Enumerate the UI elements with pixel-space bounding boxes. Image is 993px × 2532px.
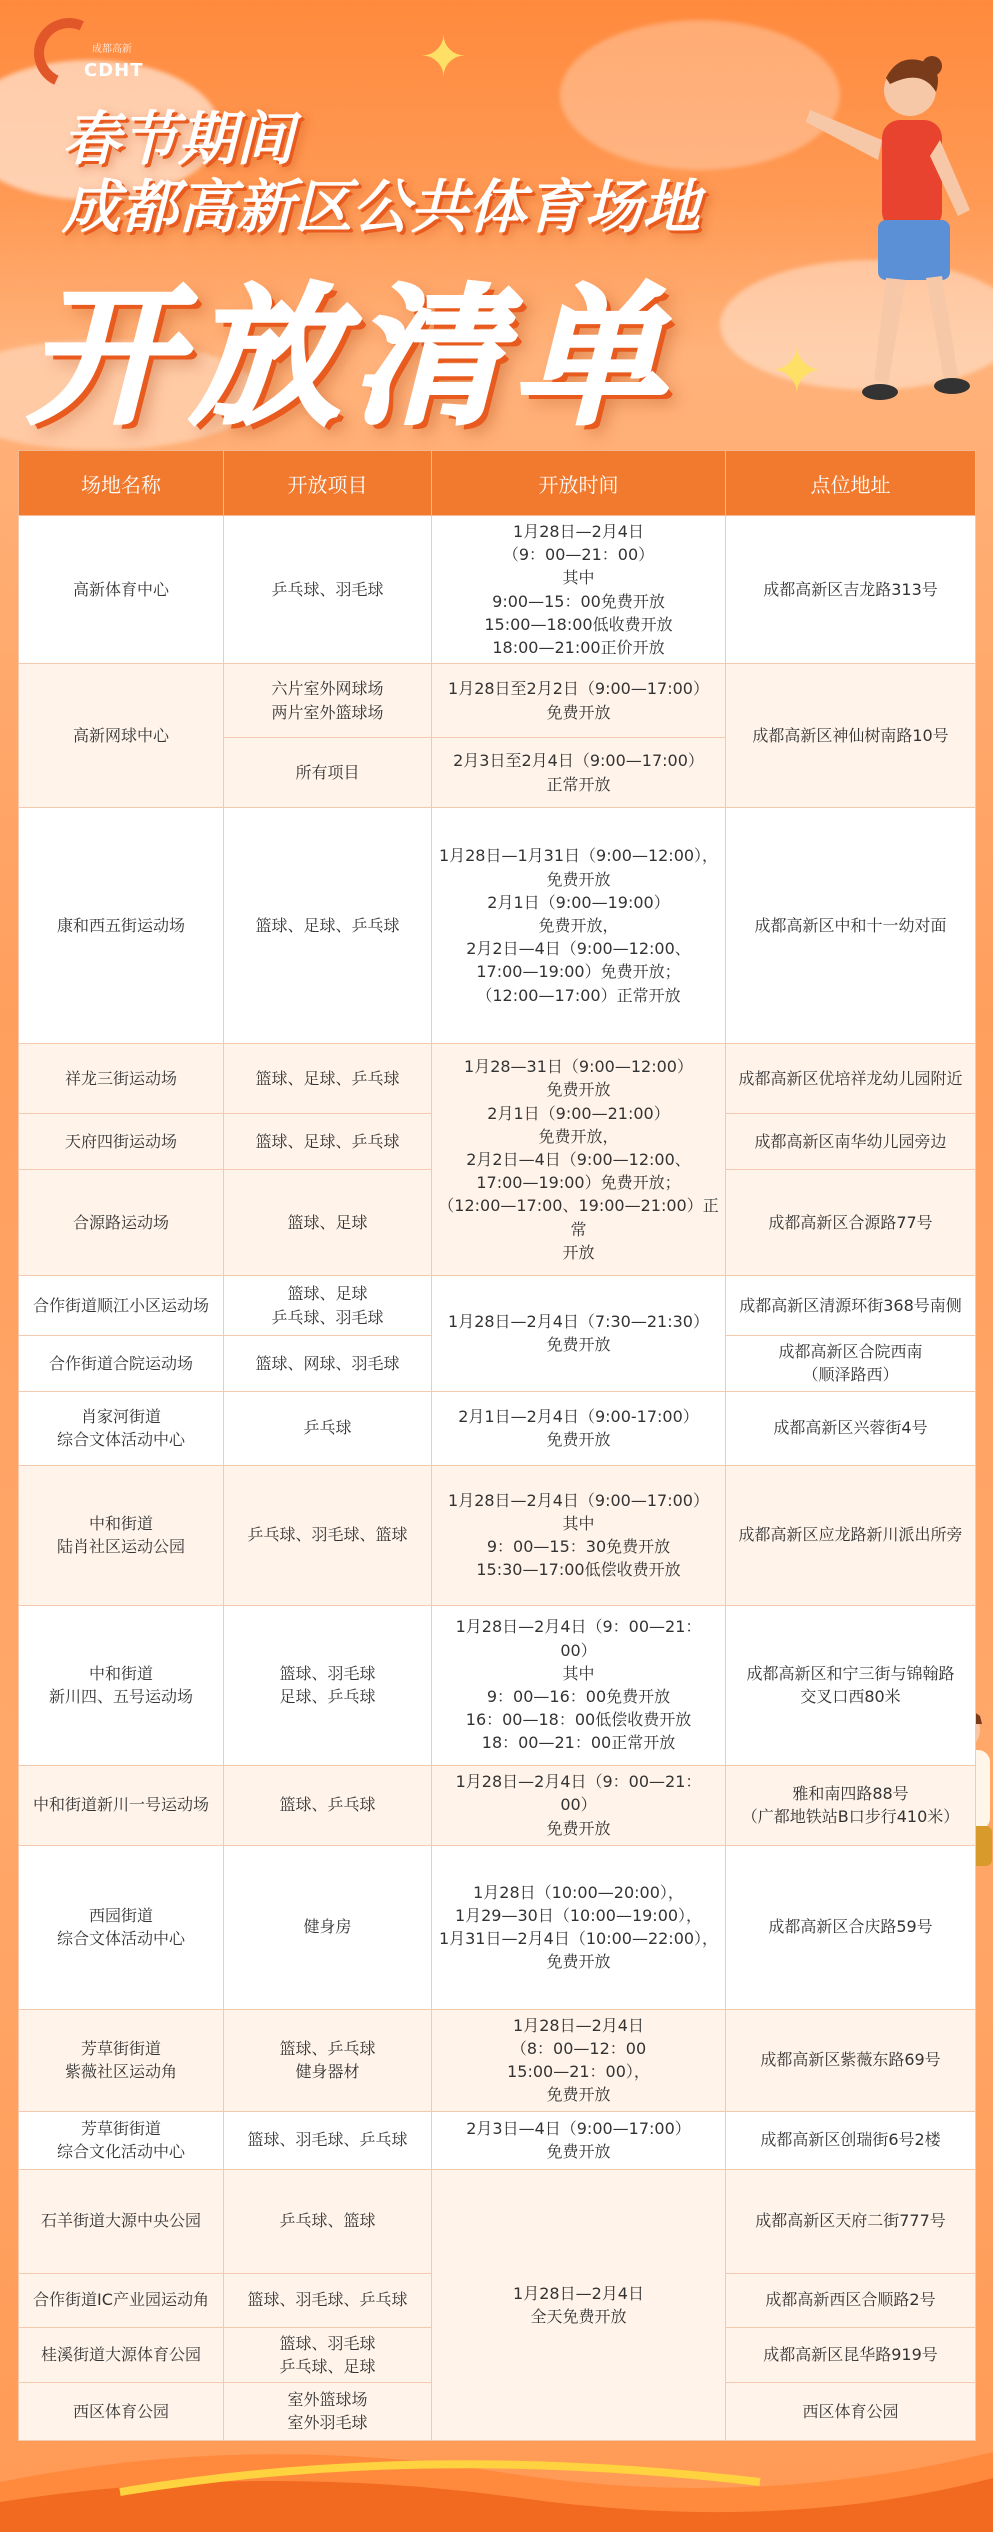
address-cell: 成都高新区神仙树南路10号	[726, 664, 976, 808]
venue-name-cell: 中和街道 新川四、五号运动场	[19, 1605, 224, 1765]
items-cell: 篮球、羽毛球、乒乓球	[224, 2111, 432, 2169]
venue-name-cell: 高新体育中心	[19, 516, 224, 664]
time-cell: 1月28日—2月4日（7:30—21:30） 免费开放	[432, 1276, 726, 1391]
table-row	[19, 516, 976, 664]
items-cell: 乒乓球、羽毛球	[224, 516, 432, 664]
address-cell: 成都高新区和宁三街与锦翰路 交叉口西80米	[726, 1605, 976, 1765]
time-cell: 1月28日（10:00—20:00）， 1月29—30日（10:00—19:00）， 1月31日—2月4日（10:00—22:00）， 免费开放	[432, 1845, 726, 2009]
sparkle-icon: ✦	[420, 25, 467, 90]
address-cell: 成都高新区紫薇东路69号	[726, 2009, 976, 2111]
time-cell: 1月28日—1月31日（9:00—12:00）， 免费开放 2月1日（9:00—19:00） 免费开放， 2月2日—4日（9:00—12:00、 17:00—19:00）免费开放； （12:00—17:00）正常开放	[432, 808, 726, 1044]
venue-name-cell: 西区体育公园	[19, 2382, 224, 2440]
table-row	[19, 1605, 976, 1765]
venue-name-cell: 合源路运动场	[19, 1170, 224, 1276]
time-cell: 2月1日—2月4日（9:00-17:00） 免费开放	[432, 1391, 726, 1465]
address-cell: 成都高新西区合顺路2号	[726, 2273, 976, 2327]
items-cell: 篮球、乒乓球	[224, 1765, 432, 1845]
items-cell: 六片室外网球场 两片室外篮球场	[224, 664, 432, 738]
address-cell: 成都高新区兴蓉街4号	[726, 1391, 976, 1465]
venue-name-cell: 祥龙三街运动场	[19, 1044, 224, 1114]
time-cell: 1月28日—2月4日（9：00—21：00） 其中 9：00—16：00免费开放 16：00—18：00低偿收费开放 18：00—21：00正常开放	[432, 1605, 726, 1765]
time-cell: 2月3日—4日（9:00—17:00） 免费开放	[432, 2111, 726, 2169]
address-cell: 成都高新区天府二街777号	[726, 2169, 976, 2273]
venue-name-cell: 石羊街道大源中央公园	[19, 2169, 224, 2273]
table-row	[19, 1391, 976, 1465]
venue-name-cell: 合作街道合院运动场	[19, 1336, 224, 1391]
header-open-time: 开放时间	[432, 451, 726, 516]
table-row	[19, 1765, 976, 1845]
items-cell: 乒乓球、羽毛球、篮球	[224, 1465, 432, 1605]
address-cell: 成都高新区昆华路919号	[726, 2327, 976, 2382]
address-cell: 成都高新区吉龙路313号	[726, 516, 976, 664]
address-cell: 成都高新区应龙路新川派出所旁	[726, 1465, 976, 1605]
address-cell: 成都高新区优培祥龙幼儿园附近	[726, 1044, 976, 1114]
title-line-2: 成都高新区公共体育场地	[62, 173, 701, 241]
items-cell: 篮球、足球、乒乓球	[224, 808, 432, 1044]
items-cell: 篮球、羽毛球 乒乓球、足球	[224, 2327, 432, 2382]
items-cell: 篮球、网球、羽毛球	[224, 1336, 432, 1391]
address-cell: 成都高新区合源路77号	[726, 1170, 976, 1276]
logo-text: CDHT	[84, 60, 144, 81]
items-cell: 篮球、足球、乒乓球	[224, 1114, 432, 1170]
items-cell: 篮球、足球 乒乓球、羽毛球	[224, 1276, 432, 1336]
venue-name-cell: 肖家河街道 综合文体活动中心	[19, 1391, 224, 1465]
items-cell: 篮球、足球、乒乓球	[224, 1044, 432, 1114]
items-cell: 篮球、足球	[224, 1170, 432, 1276]
table-row	[19, 1845, 976, 2009]
time-cell: 1月28日—2月4日（9:00—17:00） 其中 9：00—15：30免费开放 15:30—17:00低偿收费开放	[432, 1465, 726, 1605]
venue-name-cell: 高新网球中心	[19, 664, 224, 808]
venue-name-cell: 康和西五街运动场	[19, 808, 224, 1044]
venue-name-cell: 桂溪街道大源体育公园	[19, 2327, 224, 2382]
title-line-1: 春节期间	[62, 105, 295, 173]
items-cell: 所有项目	[224, 738, 432, 808]
items-cell: 乒乓球、篮球	[224, 2169, 432, 2273]
items-cell: 篮球、羽毛球、乒乓球	[224, 2273, 432, 2327]
venue-name-cell: 芳草街街道 紫薇社区运动角	[19, 2009, 224, 2111]
address-cell: 成都高新区清源环街368号南侧	[726, 1276, 976, 1336]
title-line-3: 开放清单	[28, 271, 677, 445]
table-row	[19, 1044, 976, 1114]
time-cell: 1月28日—2月4日（9：00—21：00） 免费开放	[432, 1765, 726, 1845]
items-cell: 室外篮球场 室外羽毛球	[224, 2382, 432, 2440]
venue-name-cell: 芳草街街道 综合文化活动中心	[19, 2111, 224, 2169]
header-items: 开放项目	[224, 451, 432, 516]
venue-name-cell: 天府四街运动场	[19, 1114, 224, 1170]
time-cell: 1月28日—2月4日 （8：00—12：00 15:00—21：00）， 免费开放	[432, 2009, 726, 2111]
table-row	[19, 2169, 976, 2273]
venue-table	[18, 450, 976, 2441]
sparkle-icon: ✦	[770, 335, 824, 409]
address-cell: 成都高新区中和十一幼对面	[726, 808, 976, 1044]
table-row	[19, 664, 976, 738]
address-cell: 成都高新区南华幼儿园旁边	[726, 1114, 976, 1170]
time-cell: 1月28日—2月4日 （9：00—21：00） 其中 9:00—15：00免费开放 15:00—18:00低收费开放 18:00—21:00正价开放	[432, 516, 726, 664]
table-header-row	[19, 451, 976, 516]
venue-name-cell: 合作街道IC产业园运动角	[19, 2273, 224, 2327]
venue-name-cell: 中和街道 陆肖社区运动公园	[19, 1465, 224, 1605]
table-row	[19, 1465, 976, 1605]
address-cell: 成都高新区合院西南 （顺泽路西）	[726, 1336, 976, 1391]
address-cell: 成都高新区创瑞街6号2楼	[726, 2111, 976, 2169]
time-cell: 2月3日至2月4日（9:00—17:00） 正常开放	[432, 738, 726, 808]
table-row	[19, 2009, 976, 2111]
table-row	[19, 2111, 976, 2169]
items-cell: 篮球、乒乓球 健身器材	[224, 2009, 432, 2111]
items-cell: 篮球、羽毛球 足球、乒乓球	[224, 1605, 432, 1765]
venue-name-cell: 西园街道 综合文体活动中心	[19, 1845, 224, 2009]
table-row	[19, 1276, 976, 1336]
header-address: 点位地址	[726, 451, 976, 516]
time-cell: 1月28日—2月4日 全天免费开放	[432, 2169, 726, 2440]
volleyball-player-illustration	[790, 40, 990, 440]
bottom-wave-decoration	[0, 2422, 993, 2532]
address-cell: 西区体育公园	[726, 2382, 976, 2440]
venue-name-cell: 中和街道新川一号运动场	[19, 1765, 224, 1845]
venue-name-cell: 合作街道顺江小区运动场	[19, 1276, 224, 1336]
items-cell: 健身房	[224, 1845, 432, 2009]
time-cell: 1月28—31日（9:00—12:00） 免费开放 2月1日（9:00—21:00） 免费开放， 2月2日—4日（9:00—12:00、 17:00—19:00）免费开放； （12:00—17:00、19:00—21:00）正常 开放	[432, 1044, 726, 1276]
logo-small-text: 成都高新	[92, 44, 132, 55]
address-cell: 雅和南四路88号 （广都地铁站B口步行410米）	[726, 1765, 976, 1845]
table-row	[19, 808, 976, 1044]
time-cell: 1月28日至2月2日（9:00—17:00） 免费开放	[432, 664, 726, 738]
cdht-logo	[34, 18, 184, 88]
header-venue-name: 场地名称	[19, 451, 224, 516]
address-cell: 成都高新区合庆路59号	[726, 1845, 976, 2009]
items-cell: 乒乓球	[224, 1391, 432, 1465]
